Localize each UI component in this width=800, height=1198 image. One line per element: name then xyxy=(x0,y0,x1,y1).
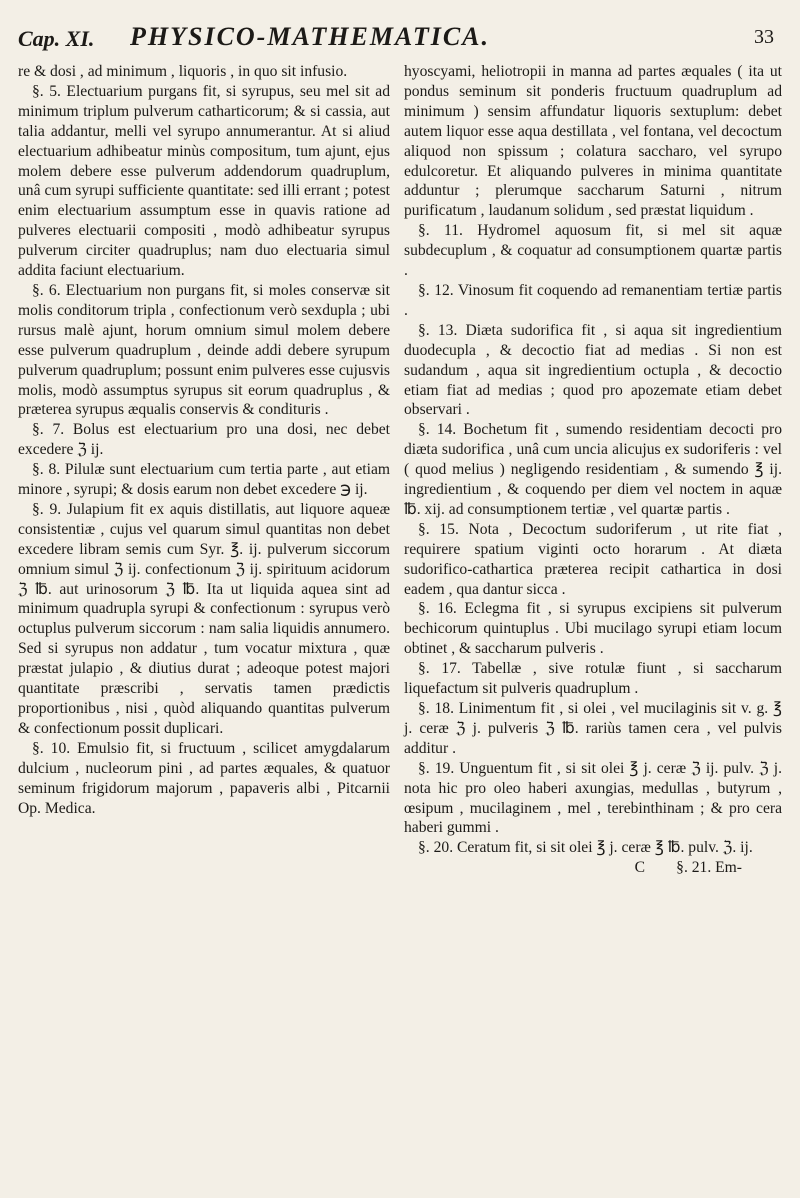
signature-mark: C xyxy=(634,859,645,877)
paragraph: hyoscyami, heliotropii in manna ad partes æquales ( ita ut pondus seminum sit ponderis fructuum quadruplum ad minimum ) sensim affundatur liquoris sextuplum: debet autem liquor esse aqua destillata , vel fontana, vel decoctum aliquod non spissum ; colatura saccharo, vel syrupo edulcoretur. Et aliquando pulveres in minima quantitate adduntur ; plerumque saccharum Saturni , nitrum purificatum , laudanum solidum , sed præstat liquidum . xyxy=(404,63,782,220)
paragraph: §. 15. Nota , Decoctum sudoriferum , ut rite fiat , requirere spatium viginti octo horarum . At diæta sudorifico-cathartica præterea recipit cathartica in dosi eadem , qua dantur sicca . xyxy=(404,520,782,598)
paragraph: §. 11. Hydromel aquosum fit, si mel sit aquæ subdecuplum , & coquatur ad consumptionem quartæ partis . xyxy=(404,222,782,280)
page-header xyxy=(18,22,782,62)
paragraph: §. 16. Eclegma fit , si syrupus excipiens sit pulverum bechicorum quintuplus . Ubi mucilago syrupi etiam locum obtinet , & saccharum pulveris . xyxy=(404,600,782,658)
right-column xyxy=(404,62,782,878)
chapter-label: Cap. XI. xyxy=(18,26,95,51)
paragraph: §. 8. Pilulæ sunt electuarium cum tertia parte , aut etiam minore , syrupi; & dosis earum non debet excedere ℈ ij. xyxy=(18,461,390,499)
paragraph: §. 13. Diæta sudorifica fit , si aqua sit ingredientium duodecupla , & decoctio fiat ad medias . Si non est sudandum , aqua sit ingredientium octupla , & decoctio etiam fiat ad medias ; quod pro apozemate etiam debet observari . xyxy=(404,321,782,419)
paragraph: §. 9. Julapium fit ex aquis distillatis, aut liquore aqueæ consistentiæ , cujus vel quarum simul quantitas non debet excedere libram semis cum Syr. ℥. ij. pulverum siccorum omnium simul ℨ ij. confectionum ℨ ij. spirituum acidorum ℨ ℔. aut urinosorum ℨ ℔. Ita ut liquida aquea sint ad minimum quadrupla syrupi & confectionum : syrupus verò octuplus pulverum siccorum : nam salia liquidis annumero. Sed si syrupus non addatur , tum vocatur mixtura , quæ præstat julapio , & diutius durat ; adeoque potest majori quantitate præscribi , servatis tamen prædictis proportionibus , nisi , quòd aliquando quantitas pulverum & confectionum possit duplicari. xyxy=(18,500,390,737)
paragraph: §. 18. Linimentum fit , si olei , vel mucilaginis sit v. g. ℥ j. ceræ ℨ j. pulveris ℨ ℔. rariùs tamen cera , vel pulvis additur . xyxy=(404,700,782,757)
paragraph: §. 20. Ceratum fit, si sit olei ℥ j. ceræ ℥ ℔. pulv. ℨ. ij. xyxy=(418,839,753,857)
left-column xyxy=(18,62,390,818)
page-number: 33 xyxy=(754,26,774,48)
paragraph: §. 10. Emulsio fit, si fructuum , scilicet amygdalarum dulcium , nucleorum pini , ad partes æquales, & quatuor seminum frigidorum majorum , papaveris albi , Pitcarnii Op. Medica. xyxy=(18,739,390,817)
paragraph: §. 12. Vinosum fit coquendo ad remanentiam tertiæ partis . xyxy=(404,281,782,319)
paragraph: §. 6. Electuarium non purgans fit, si moles conservæ sit molis conditorum tripla , confectionum verò sexdupla ; ubi rursus malè ajunt, horum omnium simul molem debere esse pulverum quadruplum , deinde addi debere syrupum pulverum quadruplum; possunt enim pulveres esse cujusvis molis, modò assumptus syrupus sit eorum quadruplus , & præterea syrupus æqualis conservis & condituris . xyxy=(18,281,390,419)
paragraph: §. 19. Unguentum fit , si sit olei ℥ j. ceræ ℨ ij. pulv. ℨ j. nota hic pro oleo haberi axungias, medullas , butyrum , œsipum , mucilaginem , mel , terebinthinam ; & pro cera haberi gummi . xyxy=(404,759,782,837)
paragraph: §. 7. Bolus est electuarium pro una dosi, nec debet excedere ℨ ij. xyxy=(18,421,390,459)
paragraph: §. 5. Electuarium purgans fit, si syrupus, seu mel sit ad minimum triplum pulverum catharticorum; & si cassia, aut talia addantur, melli vel syrupo annumerantur. At si aliud electuarium adhibeatur minùs compositum, tum ajunt, ejus molem debere esse pulverum addendorum quadruplum, unâ cum syrupi sufficiente quantitate: sed illi errant ; potest enim electuarium assumptum esse in quavis ratione ad pulveres electuarii compositi , modò adhibeatur syrupus pulverum circiter quadruplus; nam duo electuaria simul addita faciunt electuarium. xyxy=(18,82,390,280)
page-footer xyxy=(404,858,782,878)
paragraph: re & dosi , ad minimum , liquoris , in quo sit infusio. xyxy=(18,63,348,80)
paragraph: §. 17. Tabellæ , sive rotulæ fiunt , si saccharum liquefactum sit pulveris quadruplum . xyxy=(404,660,782,698)
paragraph: §. 14. Bochetum fit , sumendo residentiam decocti pro diæta sudorifica , unâ cum uncia alicujus ex sudoriferis : vel ( quod melius ) negligendo residentiam , & sumendo ℥ ij. ingredientium , & coquendo per diem vel noctem in aquæ ℔. xij. ad consumptionem tertiæ , vel quartæ partis . xyxy=(404,421,782,518)
catchword: §. 21. Em- xyxy=(676,859,742,877)
running-title: PHYSICO-MATHEMATICA. xyxy=(130,22,491,51)
